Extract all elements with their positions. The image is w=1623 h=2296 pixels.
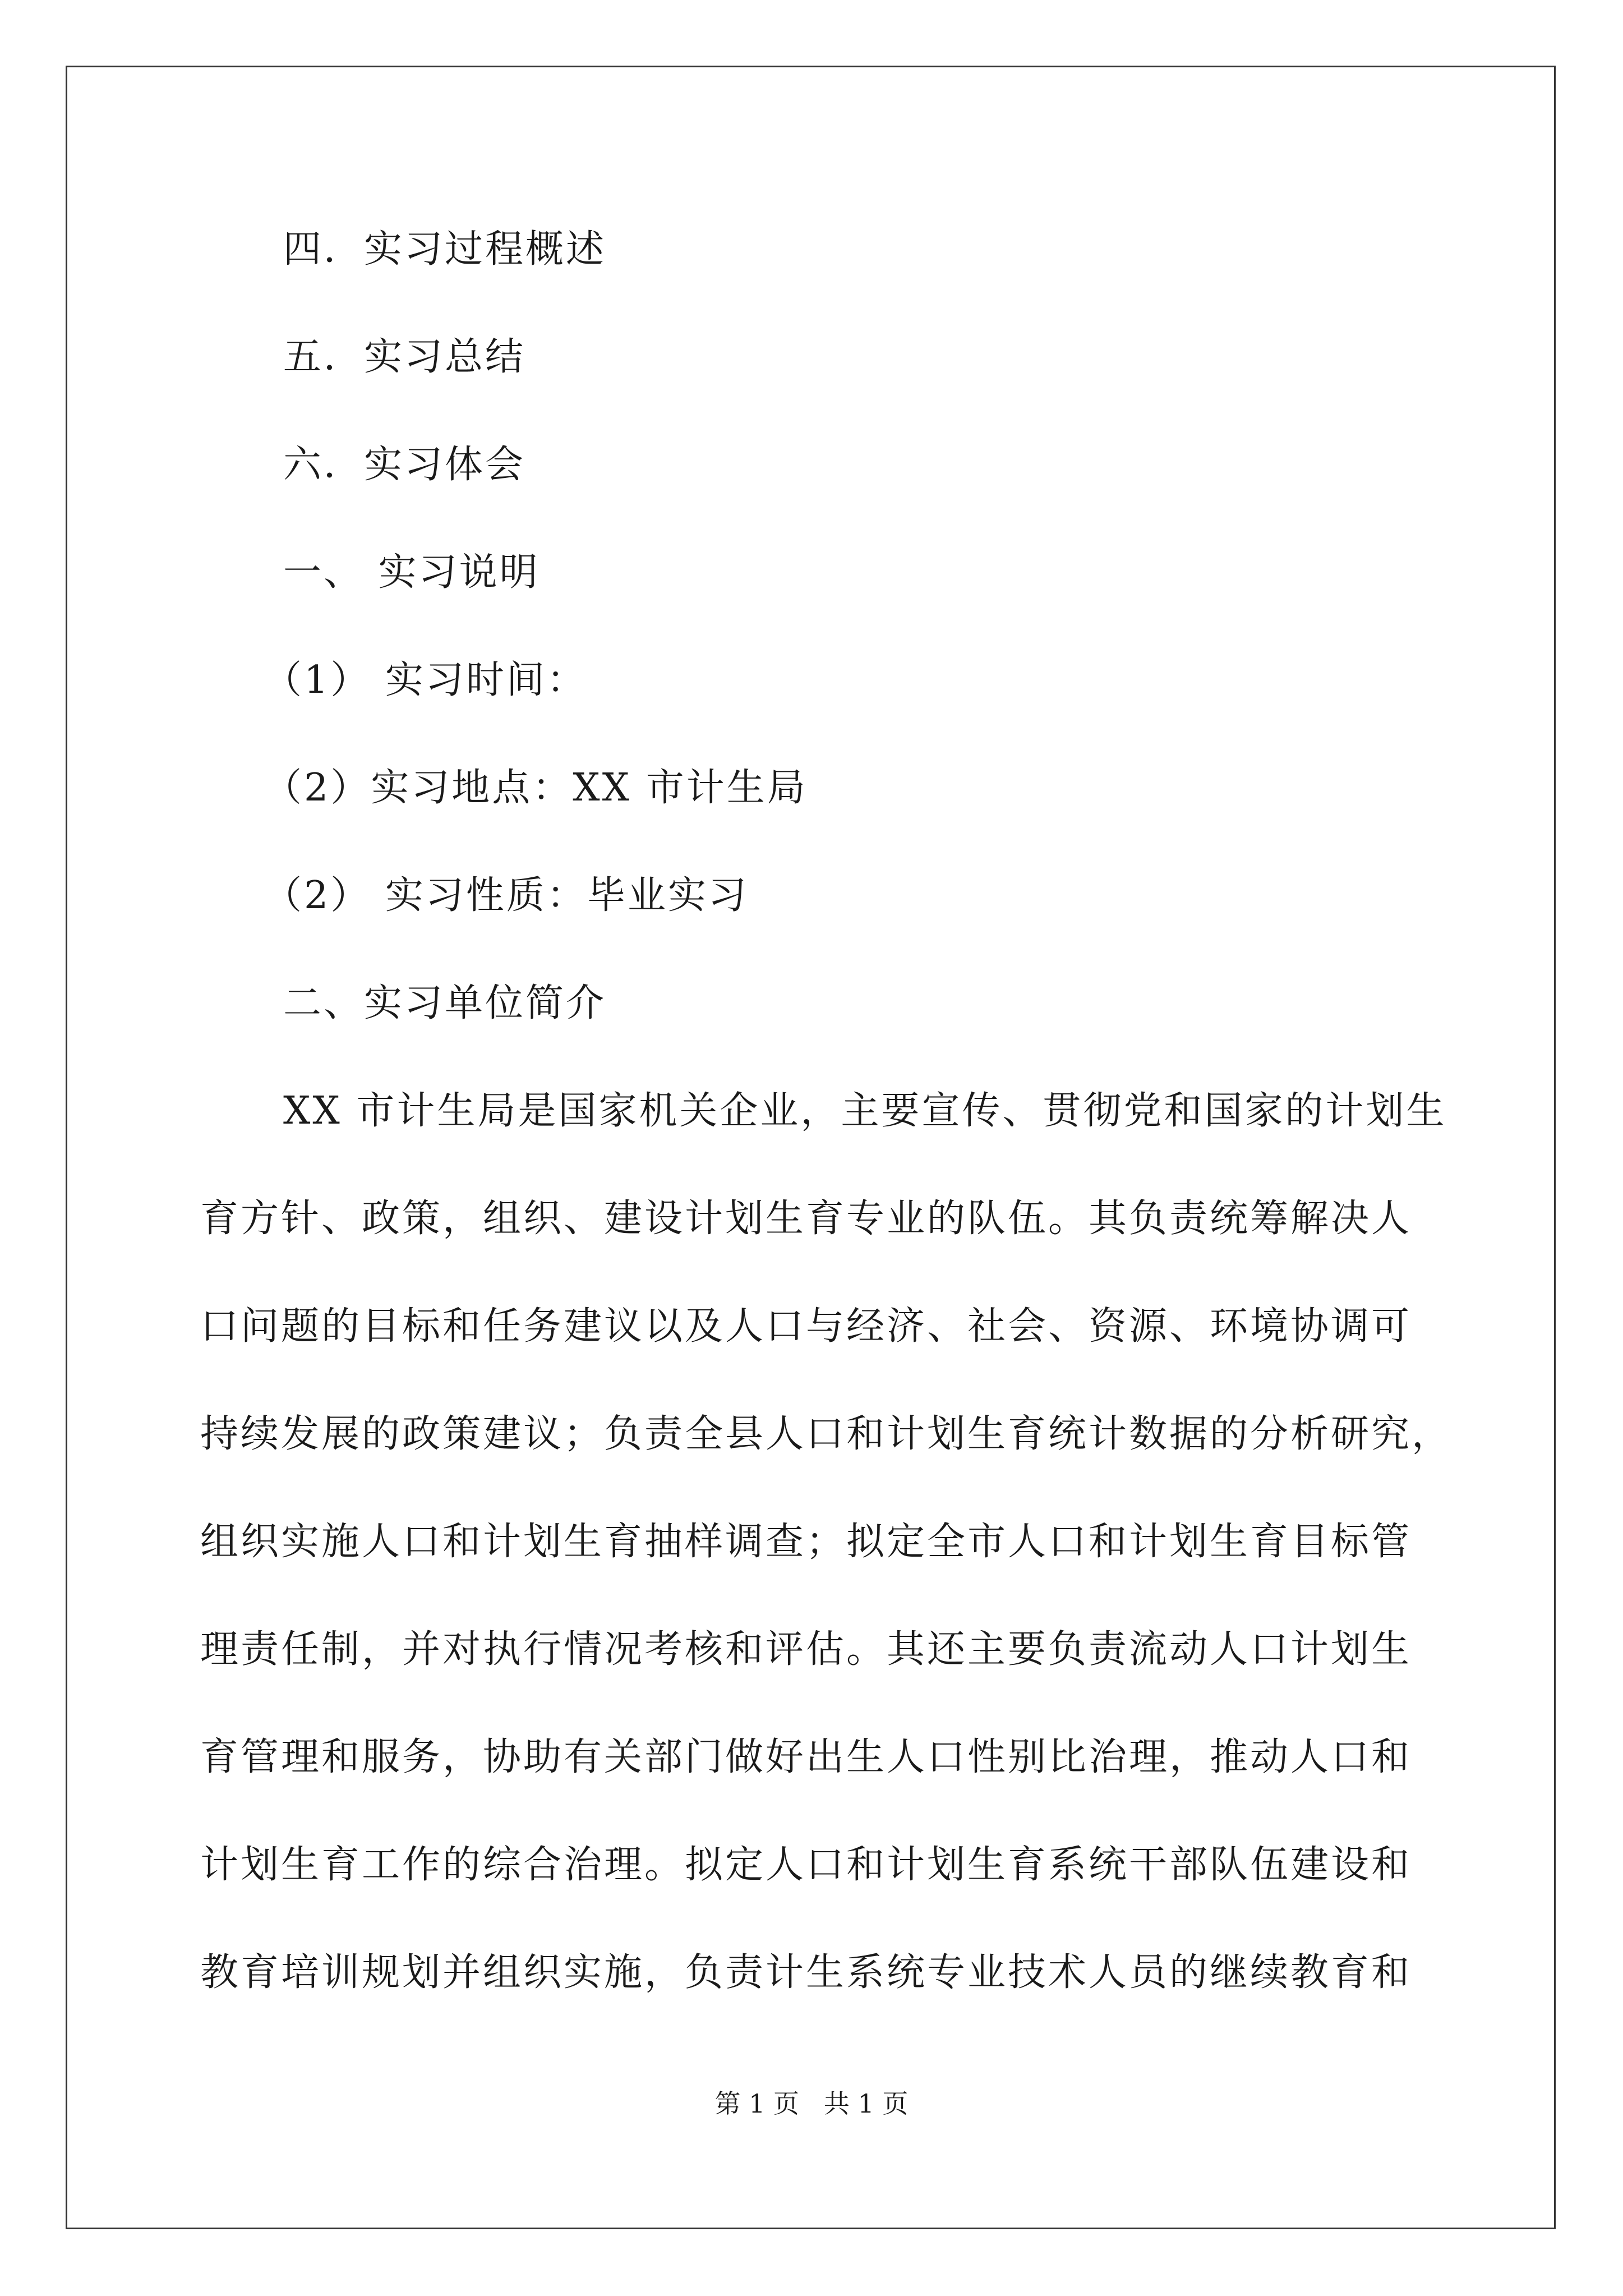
section-1-item-time: （1） 实习时间： — [264, 658, 587, 702]
section-2-title: 二、实习单位简介 — [283, 981, 607, 1025]
paragraph-line-8: 计划生育工作的综合治理。拟定人口和计划生育系统干部队伍建设和 — [200, 1843, 1412, 1887]
paragraph-line-9: 教育培训规划并组织实施，负责计生系统专业技术人员的继续教育和 — [200, 1950, 1412, 1995]
toc-item-4: 四．实习过程概述 — [283, 227, 607, 272]
paragraph-line-1: XX 市计生局是国家机关企业，主要宣传、贯彻党和国家的计划生 — [283, 1089, 1447, 1133]
paragraph-line-6: 理责任制，并对执行情况考核和评估。其还主要负责流动人口计划生 — [200, 1627, 1412, 1672]
page-border — [66, 66, 1556, 2229]
paragraph-line-2: 育方针、政策，组织、建设计划生育专业的队伍。其负责统筹解决人 — [200, 1197, 1412, 1241]
paragraph-line-4: 持续发展的政策建议；负责全县人口和计划生育统计数据的分析研究， — [200, 1412, 1453, 1456]
paragraph-line-3: 口问题的目标和任务建议以及人口与经济、社会、资源、环境协调可 — [200, 1304, 1412, 1349]
page-number-footer: 第 1 页 共 1 页 — [714, 2088, 909, 2119]
section-1-item-nature: （2） 实习性质：毕业实习 — [264, 873, 749, 918]
toc-item-5: 五．实习总结 — [283, 335, 526, 379]
toc-item-6: 六．实习体会 — [283, 443, 526, 487]
section-1-item-location: （2）实习地点：XX 市计生局 — [264, 766, 808, 810]
paragraph-line-7: 育管理和服务，协助有关部门做好出生人口性别比治理，推动人口和 — [200, 1735, 1412, 1779]
paragraph-line-5: 组织实施人口和计划生育抽样调查；拟定全市人口和计划生育目标管 — [200, 1520, 1412, 1564]
section-1-title: 一、 实习说明 — [283, 550, 540, 595]
